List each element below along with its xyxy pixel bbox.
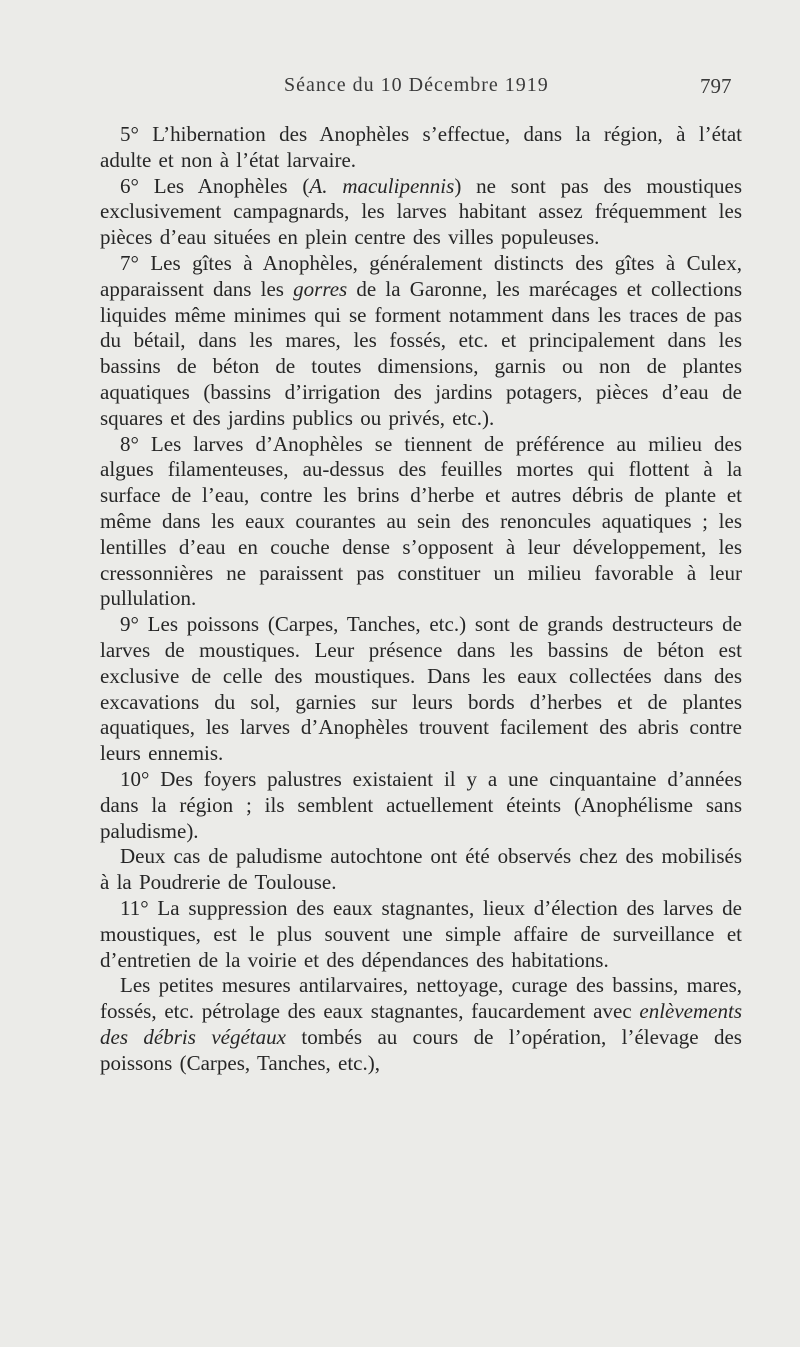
text-run: 10° Des foyers palustres existaient il y a une cinquantaine d’années dans la région ; ils semblent actuellement éteints (Anophélisme sans paludisme). — [100, 766, 742, 843]
paragraph-6 — [100, 174, 742, 251]
paragraph-9 — [100, 612, 742, 767]
paragraph-5 — [100, 122, 742, 174]
text-run: Les petites mesures antilarvaires, nettoyage, curage des bassins, mares, fossés, etc. pétrolage des eaux stagnantes, faucardement avec — [100, 973, 742, 1024]
text-run: 6° Les Anophèles ( — [120, 173, 310, 198]
text-run: 11° La suppression des eaux stagnantes, lieux d’élection des larves de moustiques, est le plus souvent une simple affaire de surveillance et d’entretien de la voirie et des dépendances des habitations. — [100, 895, 742, 972]
paragraph-11 — [100, 896, 742, 973]
species-name: A. maculipennis — [309, 173, 455, 198]
italic-phrase: enlèvements des débris végétaux — [100, 999, 742, 1049]
page-number: 797 — [700, 74, 732, 98]
text-run: 8° Les larves d’Anophèles se tiennent de préférence au milieu des algues filamenteuses, au-dessus des feuilles mortes qui flottent à la surface de l’eau, contre les brins d’herbe et autres débris de plante et même dans les eaux courantes au sein des renoncules aquatiques ; les lentilles d’eau en couche dense s’opposent à leur développement, les cressonnières ne paraissent pas constituer un milieu favorable à leur pullulation. — [100, 431, 742, 611]
paragraph-cases — [100, 844, 742, 896]
paragraph-10 — [100, 767, 742, 844]
text-run: ) ne sont pas des moustiques exclusivement campagnards, les larves habitant assez fréquemment les pièces d’eau situées en plein centre des villes populeuses. — [100, 173, 742, 250]
text-run: 7° Les gîtes à Anophèles, généralement distincts des gîtes à Culex, apparaissent dans les — [100, 250, 742, 301]
text-run: Deux cas de paludisme autochtone ont été observés chez des mobilisés à la Poudrerie de Toulouse. — [100, 844, 742, 895]
page-header — [0, 74, 800, 110]
text-run: de la Garonne, les marécages et collections liquides même minimes qui se forment notamment dans les traces de pas du bétail, dans les mares, les fossés, etc. et principalement dans les bassins de béton de toutes dimensions, garnis ou non de plantes aquatiques (bassins d’irrigation des jardins potagers, pièces d’eau de squares et des jardins publics ou privés, etc.). — [100, 276, 742, 430]
body-text — [100, 122, 742, 1076]
text-run: 9° Les poissons (Carpes, Tanches, etc.) sont de grands destructeurs de larves de moustiques. Leur présence dans les bassins de béton est exclusive de celle des moustiques. Dans les eaux collectées dans des excavations du sol, garnies sur leurs bords d’herbes et de plantes aquatiques, les larves d’Anophèles trouvent facilement des abris contre leurs ennemis. — [100, 612, 742, 766]
text-run: tombés au cours de l’opération, l’élevage des poissons (Carpes, Tanches, etc.), — [100, 1024, 742, 1075]
italic-term: gorres — [293, 276, 348, 301]
paragraph-measures — [100, 973, 742, 1076]
running-title: Séance du 10 Décembre 1919 — [284, 74, 549, 96]
paragraph-7 — [100, 251, 742, 432]
text-run: 5° L’hibernation des Anophèles s’effectue, dans la région, à l’état adulte et non à l’état larvaire. — [100, 122, 742, 172]
paragraph-8 — [100, 432, 742, 613]
